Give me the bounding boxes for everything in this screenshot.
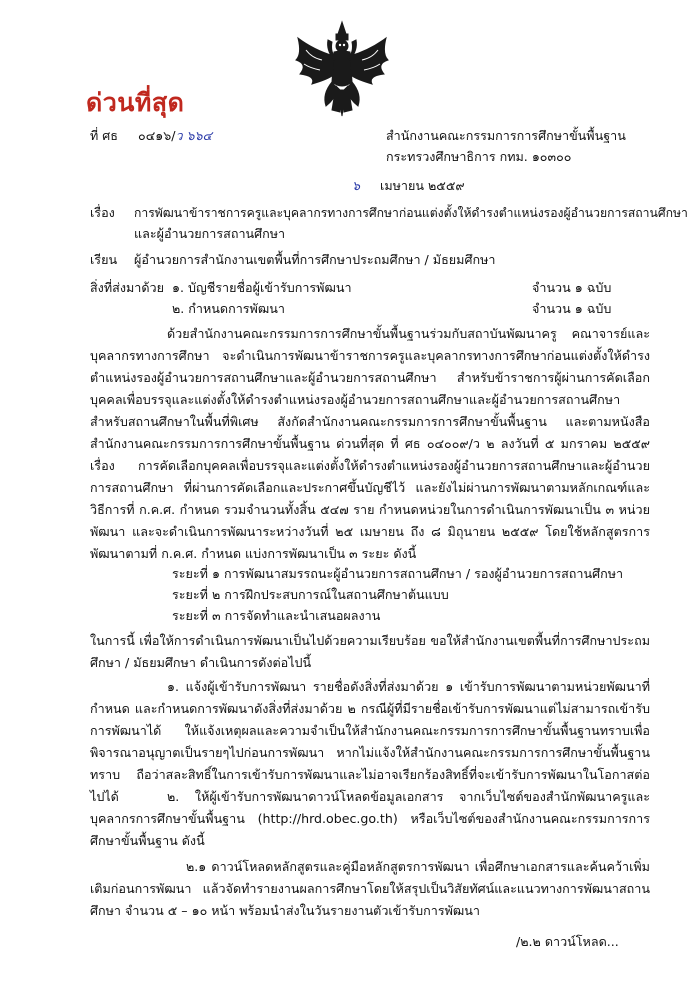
recipient-text: ผู้อำนวยการสำนักงานเขตพื้นที่การศึกษาประถมศึกษา / มัธยมศึกษา: [134, 252, 496, 267]
subject-line-2: และผู้อำนวยการสถานศึกษา: [134, 226, 286, 241]
instruction-item-1: ๑. แจ้งผู้เข้ารับการพัฒนา รายชื่อดังสิ่งที่ส่งมาด้วย ๑ เข้ารับการพัฒนาตามหน่วยพัฒนาที่กำหนด และกำหนดการพัฒนาดังสิ่งที่ส่งมาด้วย ๒ กรณีผู้ที่มีรายชื่อเข้ารับการพัฒนาแต่ไม่สามารถเข้ารับการพัฒนาได้ ให้แจ้งเหตุผลและความจำเป็นให้สำนักงานคณะกรรมการการศึกษาขั้นพื้นฐานทราบเพื่อพิจารณาอนุญาตเป็นรายๆไปก่อนการพัฒนา หากไม่แจ้งให้สำนักงานคณะกรรมการการศึกษาขั้นพื้นฐานทราบ ถือว่าสละสิทธิ์ในการเข้ารับการพัฒนาและไม่อาจเรียกร้องสิทธิ์ที่จะเข้ารับการพัฒนาในโอกาสต่อไปได้: [90, 679, 650, 804]
doc-number-printed: ๐๔๑๖/: [138, 128, 176, 143]
garuda-emblem-icon: [292, 20, 392, 118]
body-paragraph-request: ในการนี้ เพื่อให้การดำเนินการพัฒนาเป็นไปด้วยความเรียบร้อย ขอให้สำนักงานเขตพื้นที่การศึกษาประถมศึกษา / มัธยมศึกษา ดำเนินการดังต่อไปนี้: [90, 633, 650, 670]
enclosures-label: สิ่งที่ส่งมาด้วย: [90, 280, 164, 295]
date-day-handwritten: ๖: [352, 178, 360, 193]
phase-item: ระยะที่ ๓ การจัดทำและนำเสนอผลงาน: [172, 608, 381, 623]
enclosure-item: ๒. กำหนดการพัฒนา: [172, 301, 285, 316]
recipient-label: เรียน: [90, 252, 118, 267]
body-paragraph-intro: ด้วยสำนักงานคณะกรรมการการศึกษาขั้นพื้นฐานร่วมกับสถาบันพัฒนาครู คณาจารย์และบุคลากรทางการศึกษา จะดำเนินการพัฒนาข้าราชการครูและบุคลากรทางการศึกษาก่อนแต่งตั้งให้ดำรงตำแหน่งรองผู้อำนวยการสถานศึกษาและผู้อำนวยการสถานศึกษา สำหรับข้าราชการผู้ผ่านการคัดเลือกบุคคลเพื่อบรรจุและแต่งตั้งให้ดำรงตำแหน่งรองผู้อำนวยการสถานศึกษาและผู้อำนวยการสถานศึกษา สำหรับสถานศึกษาในพื้นที่พิเศษ สังกัดสำนักงานคณะกรรมการการศึกษาขั้นพื้นฐาน และตามหนังสือสำนักงานคณะกรรมการการศึกษาขั้นพื้นฐาน ด่วนที่สุด ที่ ศธ ๐๔๐๐๙/ว ๒ ลงวันที่ ๕ มกราคม ๒๕๕๙ เรื่อง การคัดเลือกบุคคลเพื่อบรรจุและแต่งตั้งให้ดำรงตำแหน่งรองผู้อำนวยการสถานศึกษาและผู้อำนวยการสถานศึกษา ที่ผ่านการคัดเลือกและประกาศขึ้นบัญชีไว้ และยังไม่ผ่านการพัฒนาตามหลักเกณฑ์และวิธีการที่ ก.ค.ศ. กำหนด รวมจำนวนทั้งสิ้น ๕๔๗ ราย กำหนดหน่วยในการดำเนินการพัฒนาเป็น ๓ หน่วยพัฒนา และจะดำเนินการพัฒนาระหว่างวันที่ ๒๕ เมษายน ถึง ๘ มิถุนายน ๒๕๕๙ โดยใช้หลักสูตรการพัฒนาตามที่ ก.ค.ศ. กำหนด แบ่งการพัฒนาเป็น ๓ ระยะ ดังนี้: [90, 326, 650, 561]
enclosure-quantity: จำนวน ๑ ฉบับ: [532, 280, 612, 295]
document-date: [352, 176, 465, 196]
enclosure-item: ๑. บัญชีรายชื่อผู้เข้ารับการพัฒนา: [172, 280, 352, 295]
agency-address: กระทรวงศึกษาธิการ กทม. ๑๐๓๐๐: [386, 149, 572, 164]
subject-label: เรื่อง: [90, 205, 115, 220]
phase-item: ระยะที่ ๑ การพัฒนาสมรรถนะผู้อำนวยการสถานศึกษา / รองผู้อำนวยการสถานศึกษา: [172, 566, 624, 581]
enclosure-quantity: จำนวน ๑ ฉบับ: [532, 301, 612, 316]
page-continuation: /๒.๒ ดาวน์โหลด...: [516, 934, 619, 949]
document-number: [90, 126, 212, 146]
instruction-item-2: ๒. ให้ผู้เข้ารับการพัฒนาดาวน์โหลดข้อมูลเอกสาร จากเว็บไซต์ของสำนักพัฒนาครูและบุคลากรการศึกษาขั้นพื้นฐาน (http://hrd.obec.go.th) หรือเว็บไซต์ของสำนักงานคณะกรรมการการศึกษาขั้นพื้นฐาน ดังนี้: [90, 789, 650, 848]
instruction-item-2-1: ๒.๑ ดาวน์โหลดหลักสูตรและคู่มือหลักสูตรการพัฒนา เพื่อศึกษาเอกสารและค้นคว้าเพิ่มเติมก่อนการพัฒนา แล้วจัดทำรายงานผลการศึกษาโดยให้สรุปเป็นวิสัยทัศน์และแนวทางการพัฒนาสถานศึกษา จำนวน ๕ – ๑๐ หน้า พร้อมนำส่งในวันรายงานตัวเข้ารับการพัฒนา: [90, 859, 650, 918]
subject-line-1: การพัฒนาข้าราชการครูและบุคลากรทางการศึกษาก่อนแต่งตั้งให้ดำรงตำแหน่งรองผู้อำนวยการสถานศึกษา: [134, 206, 688, 220]
phase-item: ระยะที่ ๒ การฝึกประสบการณ์ในสถานศึกษาต้นแบบ: [172, 587, 449, 602]
agency-name: สำนักงานคณะกรรมการการศึกษาขั้นพื้นฐาน: [386, 128, 626, 143]
doc-number-handwritten: ว ๖๖๔: [175, 128, 213, 143]
urgency-stamp: ด่วนที่สุด: [86, 88, 185, 117]
doc-number-label: ที่ ศธ: [90, 128, 118, 143]
date-month-year: เมษายน ๒๕๕๙: [380, 178, 465, 193]
